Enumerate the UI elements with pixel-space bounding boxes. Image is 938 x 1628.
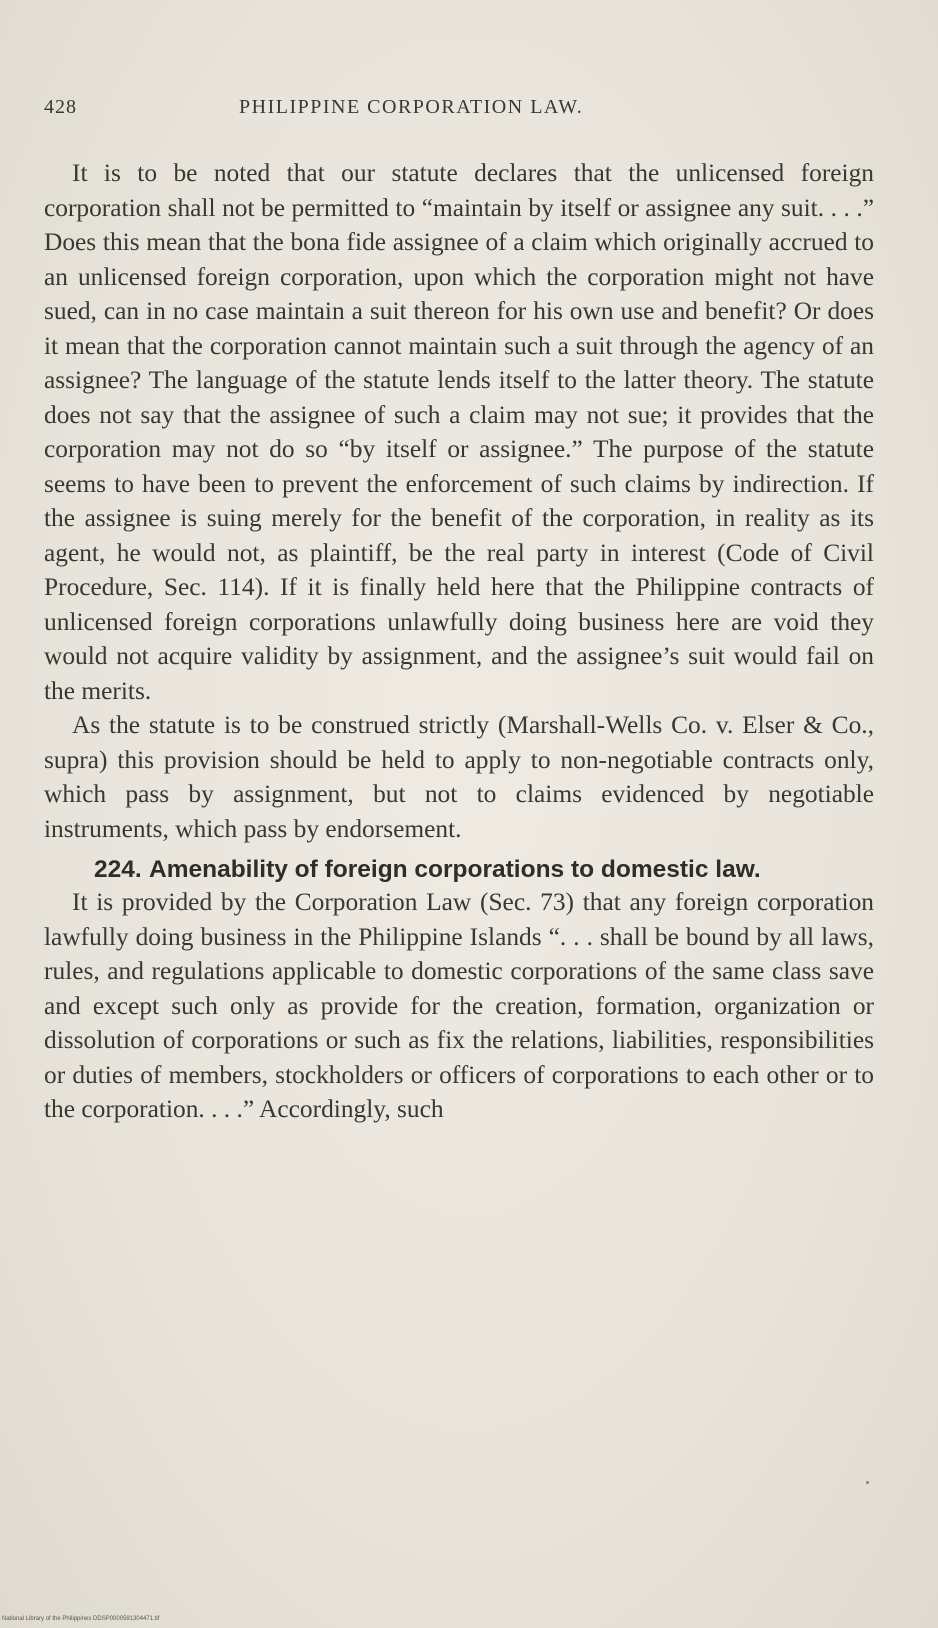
scan-credit: National Library of the Philippines DDSP0000591304471.tif (2, 1616, 160, 1622)
page-number: 428 (44, 96, 77, 118)
section-number: 224. (94, 856, 142, 883)
paragraph-assignee-suit: It is to be noted that our statute declares that the unlicensed foreign corporation shall not be permitted to “maintain by itself or assignee any suit. . . .” Does this mean that the bona fide assignee of a claim which originally accrued to an unlicensed foreign corporation, upon which the corporation might not have sued, can in no case maintain a suit thereon for his own use and benefit? Or does it mean that the corporation cannot maintain such a suit through the agency of an assignee? The language of the statute lends itself to the latter theory. The statute does not say that the assignee of such a claim may not sue; it provides that the corporation may not do so “by itself or assignee.” The purpose of the statute seems to have been to prevent the enforcement of such claims by indirection. If the assignee is suing merely for the benefit of the corporation, in reality as its agent, he would not, as plaintiff, be the real party in interest (Code of Civil Procedure, Sec. 114). If it is finally held here that the Philippine contracts of unlicensed foreign corporations unlawfully doing business here are void they would not acquire validity by assignment, and the assignee’s suit would fail on the merits. (44, 159, 874, 705)
paragraph-strict-construction: As the statute is to be construed strictly (Marshall-Wells Co. v. Elser & Co., supra) this provision should be held to apply to non-negotiable contracts only, which pass by assignment, but not to claims evidenced by negotiable instruments, which pass by endorsement. (44, 711, 874, 843)
running-title: PHILIPPINE CORPORATION LAW. (239, 96, 584, 118)
body-text (44, 156, 874, 1127)
section-heading (44, 854, 874, 885)
section-title: Amenability of foreign corporations to domestic law. (149, 856, 761, 883)
scan-speck (866, 1481, 869, 1484)
page-header (44, 96, 864, 126)
paragraph-amenability: It is provided by the Corporation Law (Sec. 73) that any foreign corporation lawfully doing business in the Philippine Islands “. . . shall be bound by all laws, rules, and regulations applicable to domestic corporations of the same class save and except such only as provide for the creation, formation, organization or dissolution of corporations or such as fix the relations, liabilities, responsibilities or duties of members, stockholders or officers of corporations to each other or to the corporation. . . .” Accordingly, such (44, 888, 874, 1123)
